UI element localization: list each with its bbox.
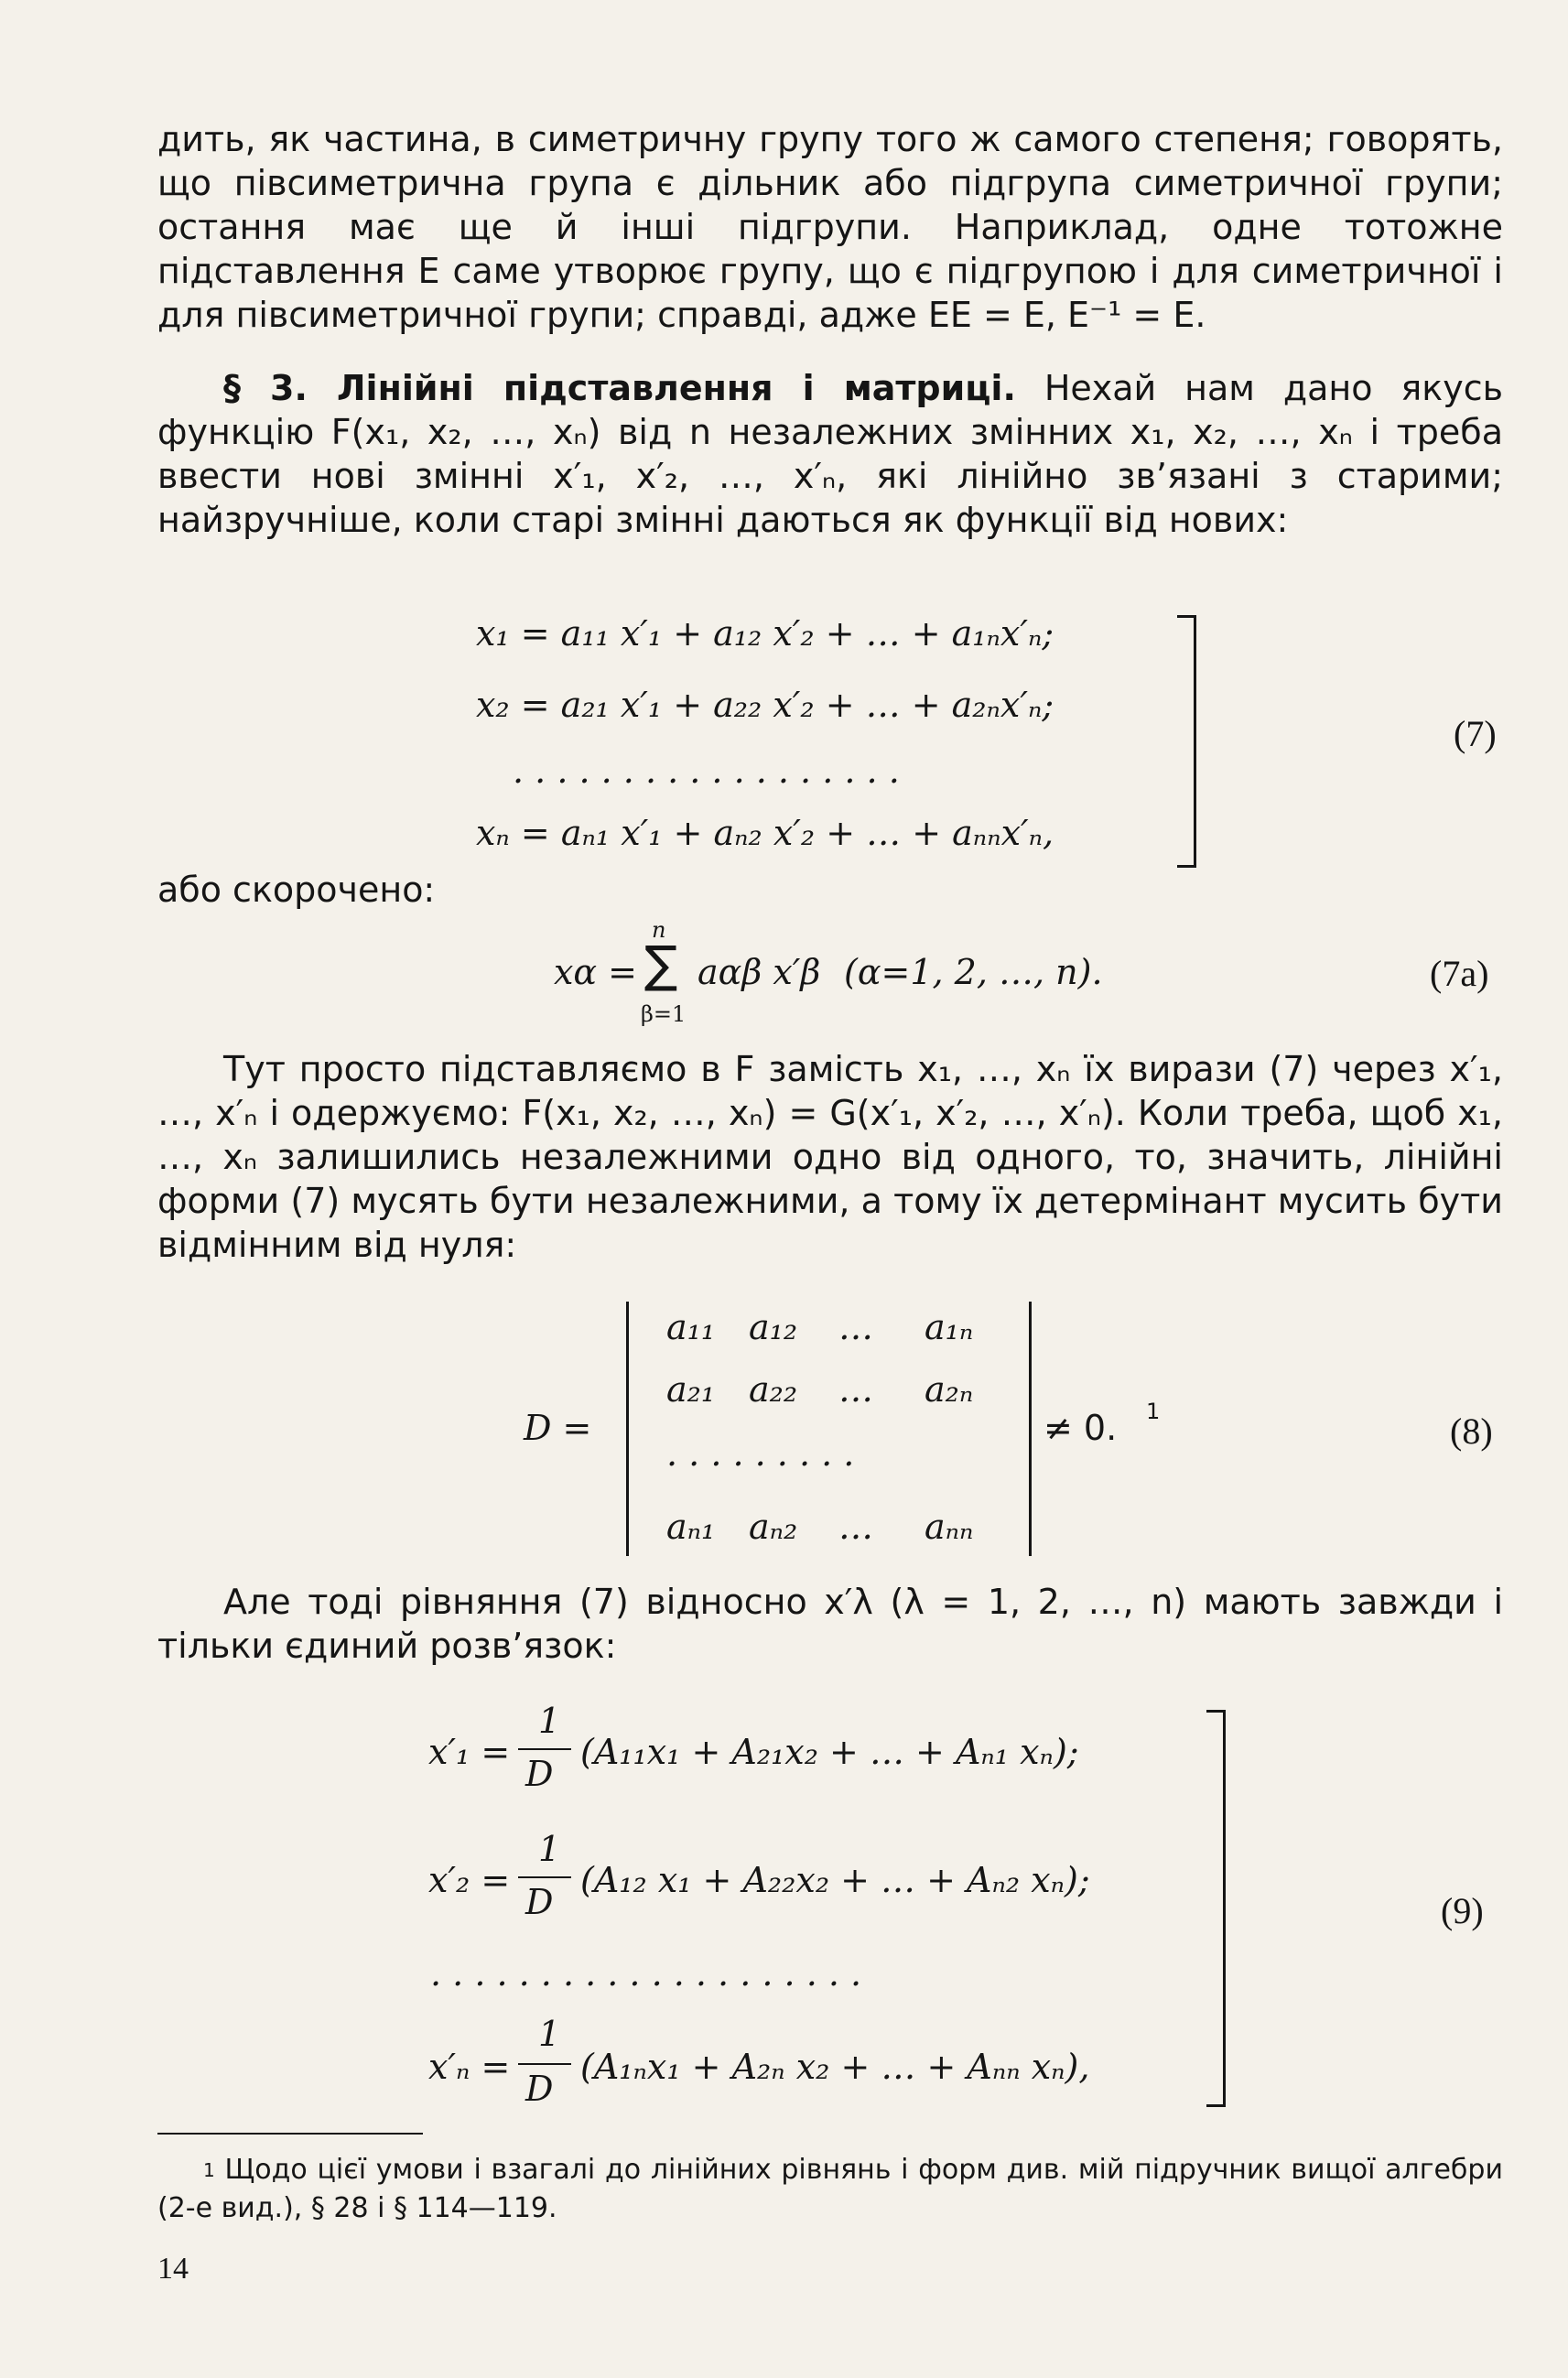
det-cell: … [838, 1369, 873, 1410]
det-dots-row: . . . . . . . . . [666, 1433, 855, 1474]
page-number: 14 [157, 2252, 189, 2286]
eq9-rown-lhs: x′ₙ = [428, 2047, 511, 2087]
eq9-rown-num: 1 [538, 2014, 561, 2054]
eq7-label: (7) [1454, 713, 1497, 754]
eq7-row-2: x₂ = a₂₁ x′₁ + a₂₂ x′₂ + … + a₂ₙx′ₙ; [476, 685, 1054, 725]
paragraph-4: Тут просто підставляємо в F замість x₁, …, xₙ їх вирази (7) через x′₁, …, x′ₙ і одержуємо: F(x₁, x₂, …, xₙ) = G(x′₁, x′₂, …, x′ₙ). Коли треба, щоб x₁, …, xₙ залишились незалежними одно від одного, то, значить, лінійні форми (7) мусять бути незалежними, а тому їх детермінант мусить бути відмінним від нуля: [157, 1049, 1503, 1265]
det-cell: a₂ₙ [925, 1369, 974, 1410]
footnote-rule [157, 2133, 423, 2135]
eq9-rown-den: D [525, 2069, 554, 2109]
eq9-row2-den: D [525, 1882, 554, 1922]
det-cell: a₁₁ [666, 1307, 716, 1347]
eq7a-range: (α=1, 2, …, n). [844, 952, 1103, 992]
paragraph-5: Але тоді рівняння (7) відносно x′λ (λ = 1, 2, …, n) мають завжди і тільки єдиний розв’язок: [157, 1582, 1503, 1666]
det-cell: aₙ₁ [666, 1507, 716, 1547]
eq7-row-dots: . . . . . . . . . . . . . . . . . . [513, 751, 900, 791]
eq9-row1-fracline [518, 1748, 571, 1750]
footnote [157, 2151, 1503, 2228]
eq8-label: (8) [1450, 1411, 1493, 1452]
eq9-brace [1206, 1710, 1226, 2107]
det-cell: a₂₂ [749, 1369, 798, 1410]
det-cell: a₁₂ [749, 1307, 798, 1347]
det-right-bar [1029, 1302, 1032, 1556]
eq9-row-dots: . . . . . . . . . . . . . . . . . . . . [430, 1953, 862, 1994]
det-cell: aₙₙ [925, 1507, 974, 1547]
footnote-text: Щодо цієї умови і взагалі до лінійних рівнянь і форм див. мій підручник вищої алгебри (2-е вид.), § 28 і § 114—119. [157, 2154, 1503, 2224]
eq9-label: (9) [1441, 1890, 1484, 1931]
det-cell: … [838, 1307, 873, 1347]
eq9-rown-fracline [518, 2063, 571, 2065]
eq8-rhs: ≠ 0. [1044, 1408, 1118, 1448]
paragraph-2: Нехай нам дано якусь функцію F(x₁, x₂, …, xₙ) від n незалежних змінних x₁, x₂, …, xₙ і треба ввести нові змінні x′₁, x′₂, …, x′ₙ, які лінійно зв’язані з старими; найзручніше, коли старі змінні даються як функції від нових: [157, 368, 1504, 540]
eq9-row1-den: D [525, 1754, 554, 1794]
eq9-row1-lhs: x′₁ = [428, 1732, 511, 1772]
eq7a-label: (7a) [1430, 953, 1489, 994]
eq9-row1-rhs: (A₁₁x₁ + A₂₁x₂ + … + Aₙ₁ xₙ); [580, 1732, 1079, 1772]
eq7a-lhs: xα = [554, 952, 638, 992]
eq7-row-n: xₙ = aₙ₁ x′₁ + aₙ₂ x′₂ + … + aₙₙx′ₙ, [476, 813, 1054, 853]
footnote-mark: 1 [203, 2159, 215, 2181]
det-cell: a₁ₙ [925, 1307, 974, 1347]
eq7-row-1: x₁ = a₁₁ x′₁ + a₁₂ x′₂ + … + a₁ₙx′ₙ; [476, 613, 1054, 654]
det-left-bar [626, 1302, 629, 1556]
det-cell: a₂₁ [666, 1369, 716, 1410]
eq9-row2-num: 1 [538, 1829, 561, 1869]
paragraph-1: дить, як частина, в симетричну групу того ж самого степеня; говорять, що півсиметрична група є дільник або підгрупа симетричної групи; остання має ще й інші підгрупи. Наприклад, одне тотожне підставлення E саме утворює групу, що є підгрупою і для симетричної і для півсиметричної групи; справді, адже EE = E, E⁻¹ = E. [157, 119, 1503, 335]
det-cell: aₙ₂ [749, 1507, 798, 1547]
eq9-row2-fracline [518, 1876, 571, 1878]
paragraph-3: або скорочено: [157, 870, 436, 910]
section-3 [157, 366, 1503, 542]
eq9-row1-num: 1 [538, 1701, 561, 1741]
eq7a-term: aαβ x′β [697, 952, 821, 992]
eq8-lhs: D = [524, 1408, 592, 1448]
paragraph-5-block [157, 1580, 1503, 1668]
eq7a-sum-top: n [652, 917, 666, 943]
section-heading: § 3. Лінійні підставлення і матриці. [223, 368, 1016, 408]
eq9-row2-rhs: (A₁₂ x₁ + A₂₂x₂ + … + Aₙ₂ xₙ); [580, 1860, 1090, 1900]
eq7a-sum-sign: ∑ [644, 935, 678, 993]
det-cell: … [838, 1507, 873, 1547]
eq9-rown-rhs: (A₁ₙx₁ + A₂ₙ x₂ + … + Aₙₙ xₙ), [580, 2047, 1090, 2087]
eq7-brace [1177, 615, 1196, 868]
paragraph-4-block [157, 1047, 1503, 1267]
eq8-footnote-mark: 1 [1146, 1399, 1161, 1424]
eq9-row2-lhs: x′₂ = [428, 1860, 511, 1900]
eq7a-sum-bottom: β=1 [641, 1001, 687, 1027]
